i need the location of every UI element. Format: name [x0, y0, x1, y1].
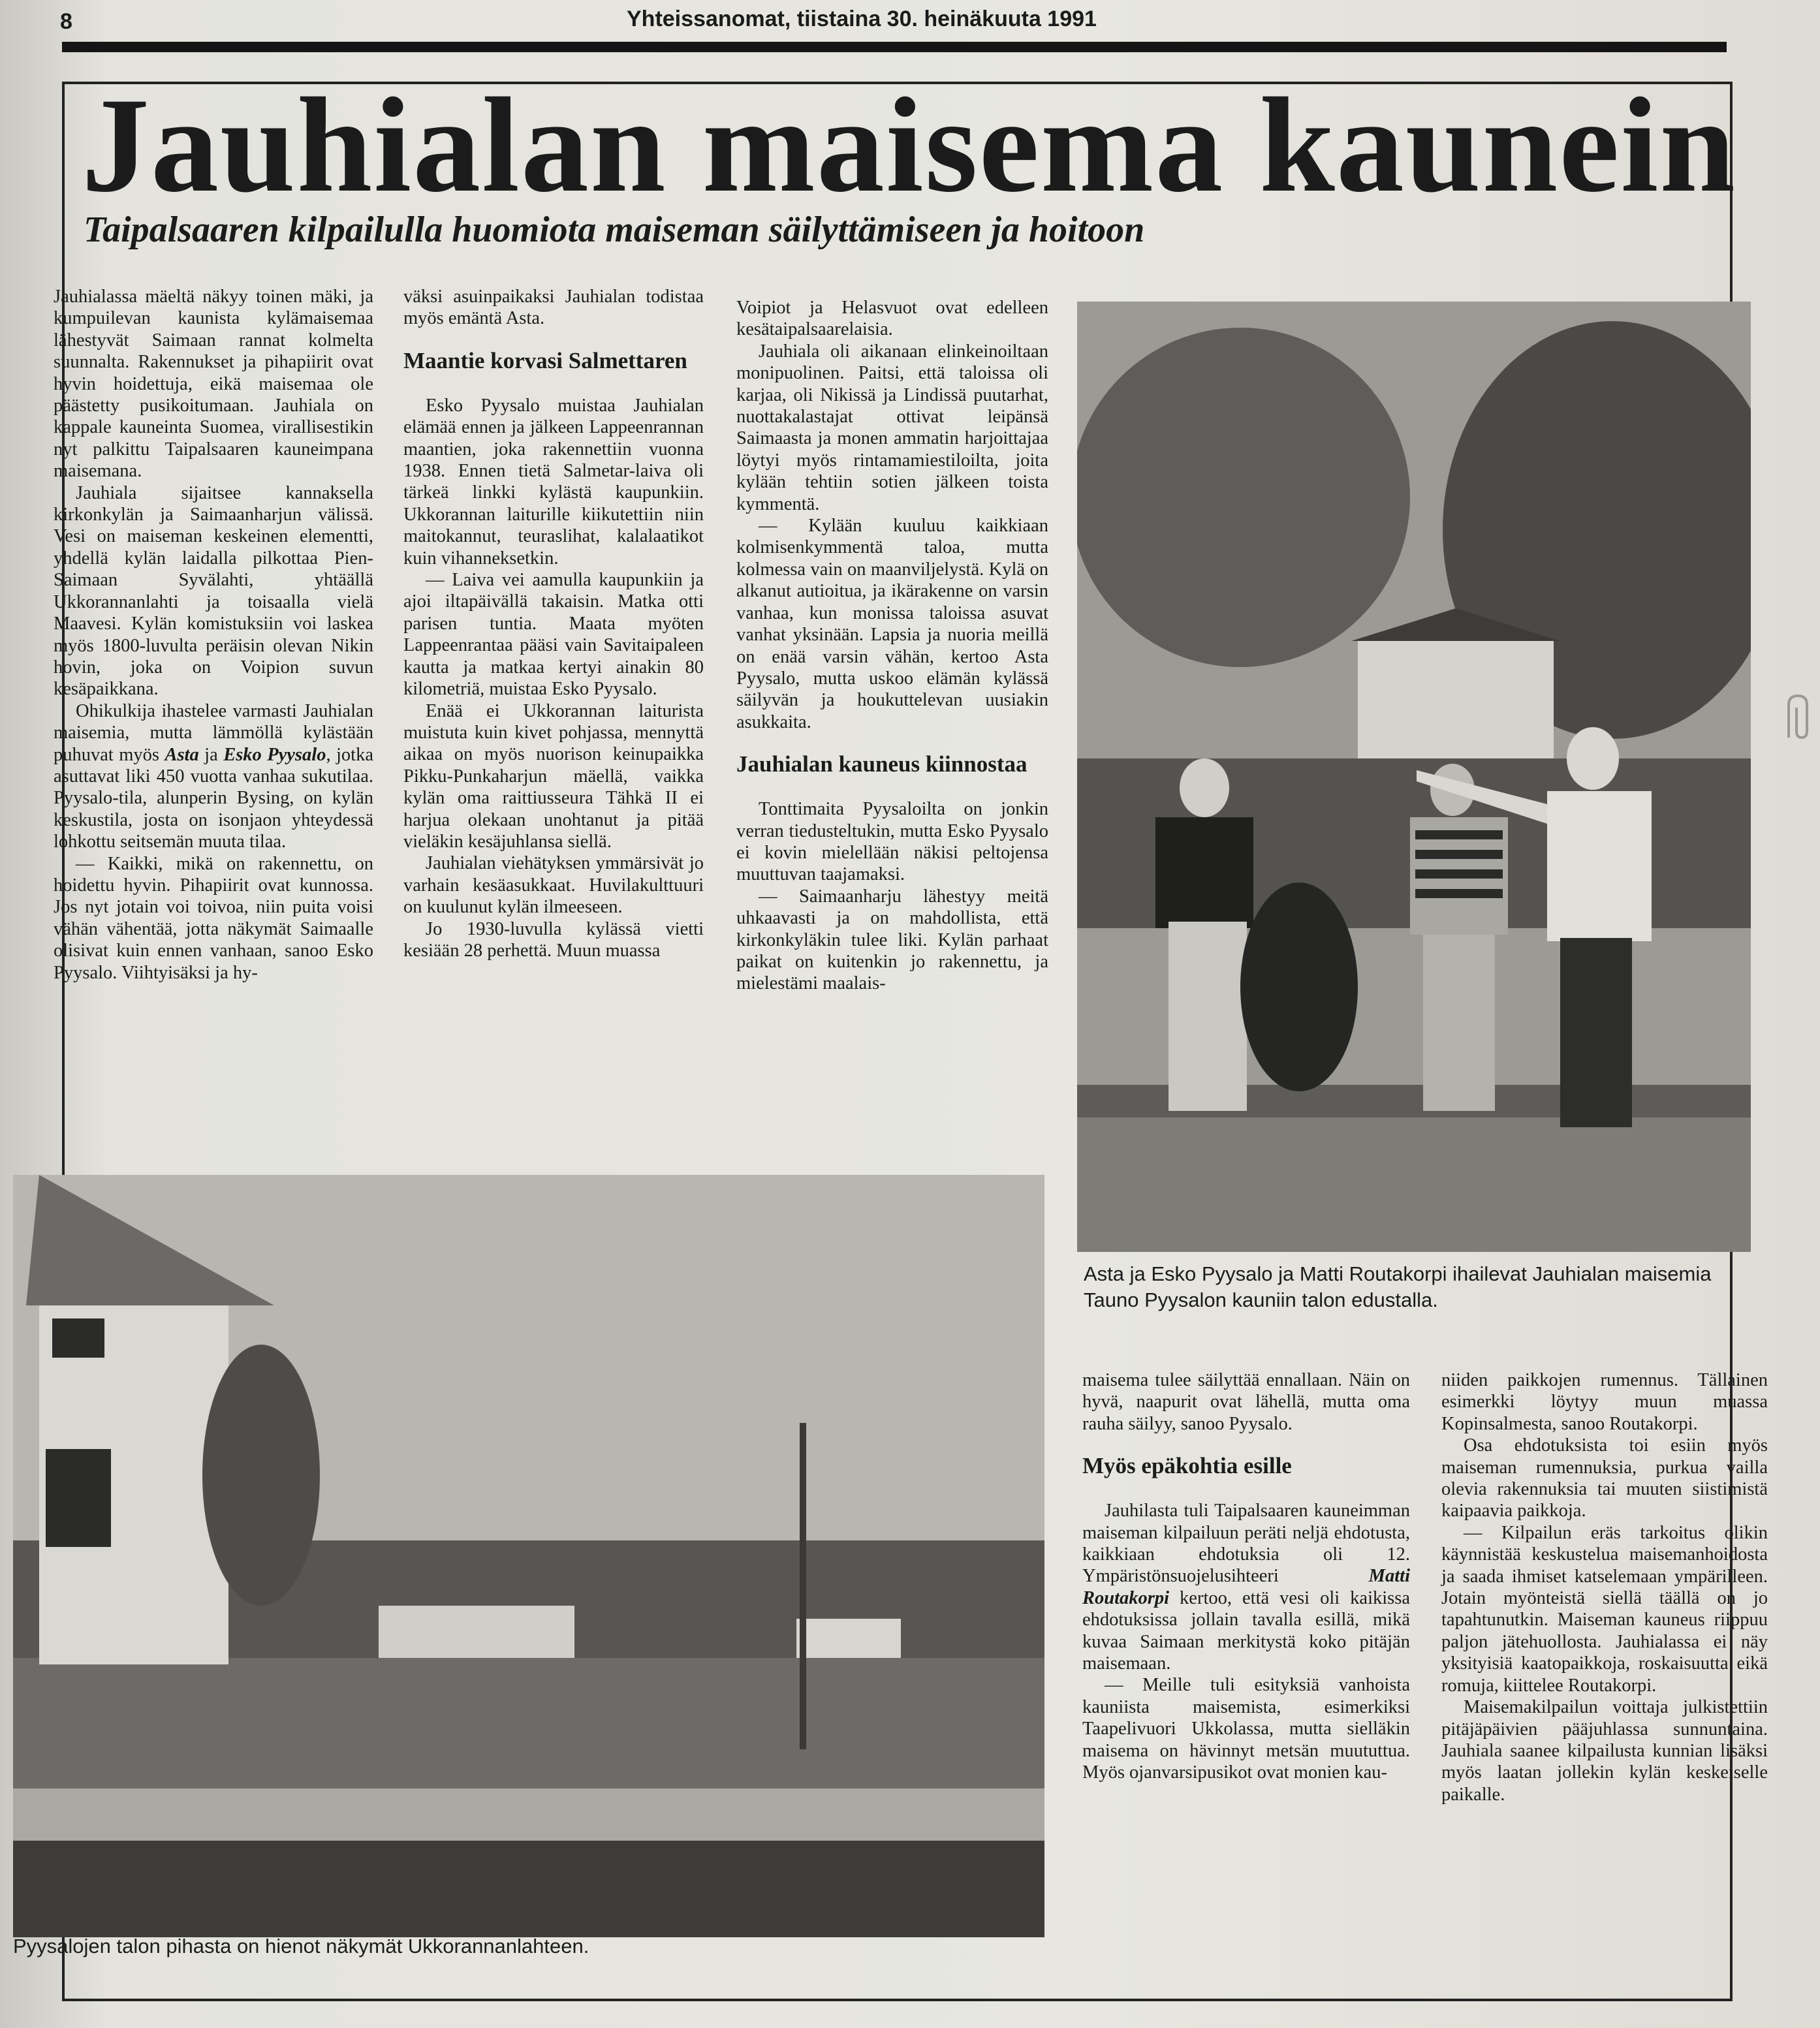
page-number: 8	[60, 9, 72, 34]
article-column-3	[736, 297, 1048, 995]
paper-clip-icon	[1782, 692, 1820, 744]
paragraph-text: Ohikulkija ihastelee varmasti Jauhialan maisemia, mutta lämmöllä kylästään puhuvat myös	[54, 700, 373, 765]
paragraph: maisema tulee säilyttää ennallaan. Näin on hyvä, naapurit ovat lähellä, mutta oma rauha säilyy, sanoo Pyysalo.	[1082, 1370, 1410, 1434]
article-column-2	[403, 286, 704, 961]
masthead-rule	[62, 42, 1727, 52]
section-heading: Maantie korvasi Salmettaren	[403, 347, 687, 373]
photo-landscape	[13, 1175, 1044, 1937]
paragraph: — Saimaanharju lähestyy meitä uhkaavasti ja on mahdollista, että kirkonkyläkin tulee liki. Kylän parhaat paikat on kuitenkin jo rakennettu, ja mielestämi maalais-	[736, 886, 1048, 994]
photo-people-illustration	[1077, 302, 1751, 1252]
paragraph: väksi asuinpaikaksi Jauhialan todistaa myös emäntä Asta.	[403, 287, 704, 329]
paragraph: Voipiot ja Helasvuot ovat edelleen kesätaipalsaarelaisia.	[736, 298, 1048, 340]
paragraph: — Meille tuli esityksiä vanhoista kauniista maisemista, esimerkiksi Taapelivuori Ukkolassa, mutta sielläkin maisema on hävinnyt metsän muututtua. Myös ojanvarsipusikot ovat monien kau-	[1082, 1675, 1410, 1783]
paragraph: Tonttimaita Pyysaloilta on jonkin verran tiedusteltukin, mutta Esko Pyysalo ei kovin mielellään näkisi peltojensa muuttuvan taajamaksi.	[736, 799, 1048, 885]
paragraph: Osa ehdotuksista toi esiin myös maiseman rumennuksia, purkua vailla olevia rakennuksia tai muuten siistimistä kaipaavia paikkoja.	[1441, 1435, 1768, 1521]
paragraph: Esko Pyysalo muistaa Jauhialan elämää ennen ja jälkeen Lappeenrannan maantien, joka rakennettiin vuonna 1938. Ennen tietä Salmetar-laiva oli tärkeä linkki kylästä kaupunkiin. Ukkorannan laiturille kiikutettiin niin maitokannut, teuraslihat, kalalaatikot kuin vihanneksetkin.	[403, 395, 704, 569]
masthead: Yhteissanomat, tiistaina 30. heinäkuuta 1991	[627, 7, 1097, 31]
paragraph: — Kylään kuuluu kaikkiaan kolmisenkymmentä taloa, mutta kolmessa vain on maanviljelystä. Kylä on alkanut autioitua, ja ikärakenne on varsin vanhaa, kun monissa taloissa asuvat vanhat yksinään. Lapsia ja nuoria meillä on enää varsin vähän, kertoo Asta Pyysalo, mutta uskoo elämän kylässä säilyvän ja houkuttelevan uusiakin asukkaita.	[736, 516, 1048, 732]
photo-landscape-illustration	[13, 1175, 1044, 1937]
article-column-4	[1082, 1369, 1410, 1784]
subheadline: Taipalsaaren kilpailulla huomiota maiseman säilyttämiseen ja hoitoon	[84, 210, 1145, 250]
section-heading: Jauhialan kauneus kiinnostaa	[736, 751, 1028, 777]
paragraph-text: kertoo, että vesi oli kaikissa ehdotuksissa jollain tavalla esillä, mikä kuvaa Saimaan merkitystä koko pitäjän maisemaan.	[1082, 1587, 1410, 1674]
person-name: Esko Pyysalo	[223, 744, 326, 765]
paragraph: — Kilpailun eräs tarkoitus olikin käynnistää keskustelua maisemanhoidosta ja saada ihmiset katselemaan ympärilleen. Jotain myönteistä siellä täällä on jo tapahtunutkin. Maiseman kauneus riippuu paljon jätehuollosta. Jauhialassa ei näy yksityisiä kaatopaikkoja, roskaisuutta eikä romuja, kiittelee Routakorpi.	[1441, 1522, 1768, 1696]
article-frame-bottom	[62, 1999, 1733, 2001]
paragraph: Jauhiala sijaitsee kannaksella kirkonkylän ja Saimaanharjun välissä. Vesi on maiseman keskeinen elementti, yhdellä kylän laidalla pilkottaa Pien-Saimaan Syvälahti, yhtäällä Ukkorannanlahti ja toisaalla vielä Maavesi. Kylän komistuksiin voi laskea myös 1800-luvulta peräisin olevan Nikin hovin, joka on Voipion suvun kesäpaikkana.	[54, 482, 373, 700]
paragraph-text: Jauhilasta tuli Taipalsaaren kauneimman maiseman kilpailuun peräti neljä ehdotusta, kaikkiaan ehdotuksia oli 12. Ympäristönsuojelusihteeri	[1082, 1501, 1410, 1587]
paragraph	[54, 700, 373, 853]
paragraph	[1082, 1500, 1410, 1674]
person-name: Asta	[165, 744, 199, 765]
paragraph-text: ja	[198, 744, 224, 765]
paragraph: Maisemakilpailun voittaja julkistettiin pitäjäpäivien pääjuhlassa sunnuntaina. Jauhiala saanee kilpailusta kunnian lisäksi myös laatan jollekin kylän keskeiselle paikalle.	[1441, 1697, 1768, 1805]
article-column-5	[1441, 1369, 1768, 1805]
paragraph: niiden paikkojen rumennus. Tällainen esimerkki löytyy muun muassa Kopinsalmesta, sanoo Routakorpi.	[1441, 1370, 1768, 1434]
headline: Jauhialan maisema kaunein	[82, 70, 1737, 220]
photo-caption: Asta ja Esko Pyysalo ja Matti Routakorpi ihailevat Jauhialan maisemia Tauno Pyysalon kauniin talon edustalla.	[1084, 1262, 1712, 1311]
paragraph: Enää ei Ukkorannan laiturista muistuta kuin kivet pohjassa, mennyttä aikaa on myös nuorison keinupaikka Pikku-Punkaharjun mäellä, vaikka kylän oma raittiusseura Tähkä II ei harjua olekaan unohtanut ja pitää vieläkin kesäjuhlansa siellä.	[403, 700, 704, 852]
paragraph: Jauhialassa mäeltä näkyy toinen mäki, ja kumpuilevan kaunista kylämaisemaa lähestyvät Saimaan rannat kolmelta suunnalta. Rakennukset ja pihapiirit ovat hyvin hoidettuja, eikä maisemaa ole päästetty pusikoitumaan. Jauhiala on kappale kauneinta Suomea, virallisestikin nyt palkittu Taipalsaaren kauneimpana maisemana.	[54, 287, 373, 482]
article-column-1	[54, 286, 373, 984]
paragraph: Jauhiala oli aikanaan elinkeinoiltaan monipuolinen. Paitsi, että taloissa oli karjaa, oli Nikissä ja Lindissä puutarhat, nuottakalastajat ottivat leipänsä Saimaasta ja monen ammatin harjoittajaa löytyi myös rintamamiestiloilta, joita kylään tehtiin sotien jälkeen toista kymmentä.	[736, 341, 1048, 514]
paragraph-text: , jotka asuttavat liki 450 vuotta vanhaa sukutilaa. Pyysalo-tila, alunperin Bysing, on kylän keskustila, josta on isonjaon yhteydessä lohkottu seitsemän muuta tilaa.	[54, 744, 373, 852]
paragraph: — Kaikki, mikä on rakennettu, on hoidettu hyvin. Pihapiirit ovat kunnossa. Jos nyt jotain voi toivoa, niin puita voisi vähän vähentää, jotta näkymät Saimaalle olisivat kuin ennen vanhaan, sanoo Esko Pyysalo. Viihtyisäksi ja hy-	[54, 853, 373, 983]
paragraph: — Laiva vei aamulla kaupunkiin ja ajoi iltapäivällä takaisin. Matka otti parisen tuntia. Maata myöten Lappeenrantaa pääsi vain Savitaipaleen kautta ja matkaa kertyi ainakin 80 kilometriä, muistaa Esko Pyysalo.	[403, 570, 704, 700]
section-heading: Myös epäkohtia esille	[1082, 1453, 1292, 1479]
paragraph: Jauhialan viehätyksen ymmärsivät jo varhain kesäasukkaat. Huvilakulttuuri on kuulunut kylän ilmeeseen.	[403, 853, 704, 918]
paragraph: Jo 1930-luvulla kylässä vietti kesiään 28 perhettä. Muun muassa	[403, 918, 704, 961]
photo-caption: Pyysalojen talon pihasta on hienot näkymät Ukkorannanlahteen.	[13, 1935, 589, 1958]
person-name: Matti Routakorpi	[1082, 1566, 1410, 1608]
photo-people-pointing	[1077, 302, 1751, 1252]
